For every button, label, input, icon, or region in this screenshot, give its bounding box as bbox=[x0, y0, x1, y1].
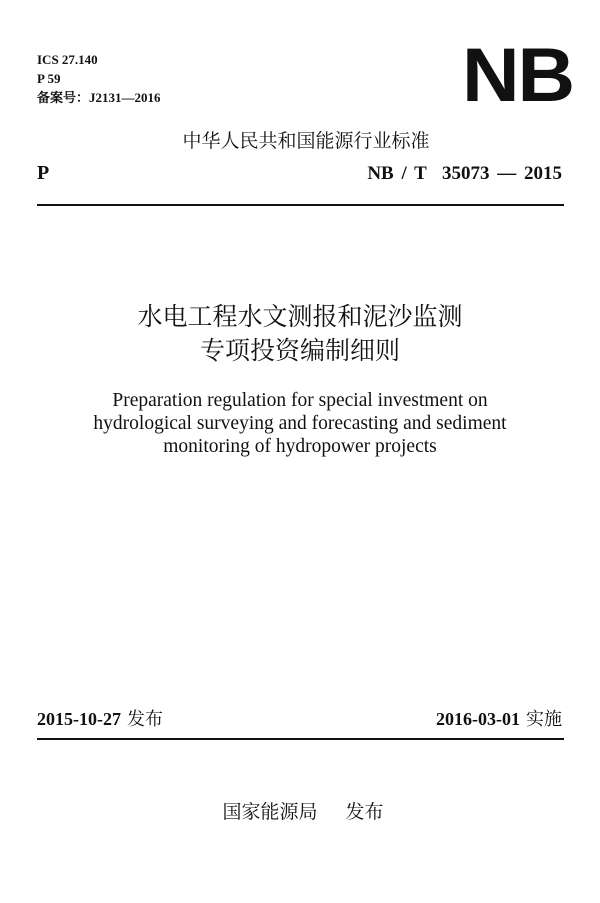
top-divider bbox=[37, 204, 564, 206]
title-en-line: Preparation regulation for special investment on bbox=[112, 390, 488, 411]
ccs-code: P 59 bbox=[37, 71, 61, 86]
title-en-line: monitoring of hydropower projects bbox=[163, 436, 437, 457]
effective-date-value: 2016-03-01 bbox=[436, 709, 520, 729]
record-number: 备案号：J2131—2016 bbox=[37, 90, 161, 105]
industry-standard-heading: 中华人民共和国能源行业标准 bbox=[182, 130, 430, 152]
ics-code: ICS 27.140 bbox=[37, 52, 98, 67]
title-en-line: hydrological surveying and forecasting and sediment bbox=[93, 413, 507, 434]
title-english bbox=[0, 389, 600, 458]
bottom-divider bbox=[37, 738, 564, 740]
standard-code: NB / T 35073 — 2015 bbox=[367, 163, 562, 184]
issue-date-value: 2015-10-27 bbox=[37, 709, 121, 729]
classification-meta bbox=[37, 50, 161, 107]
publisher bbox=[0, 797, 600, 824]
title-cn-line: 水电工程水文测报和泥沙监测 bbox=[137, 302, 463, 331]
issue-date bbox=[37, 705, 163, 731]
publisher-name: 国家能源局 bbox=[222, 801, 318, 823]
title-cn-line: 专项投资编制细则 bbox=[199, 336, 400, 365]
nb-logo: NB bbox=[462, 33, 574, 118]
issue-label: 发布 bbox=[127, 709, 163, 730]
class-letter: P bbox=[37, 162, 50, 184]
effective-date bbox=[436, 705, 562, 731]
publisher-action: 发布 bbox=[345, 801, 384, 823]
effective-label: 实施 bbox=[526, 709, 562, 730]
title-chinese bbox=[0, 300, 600, 368]
